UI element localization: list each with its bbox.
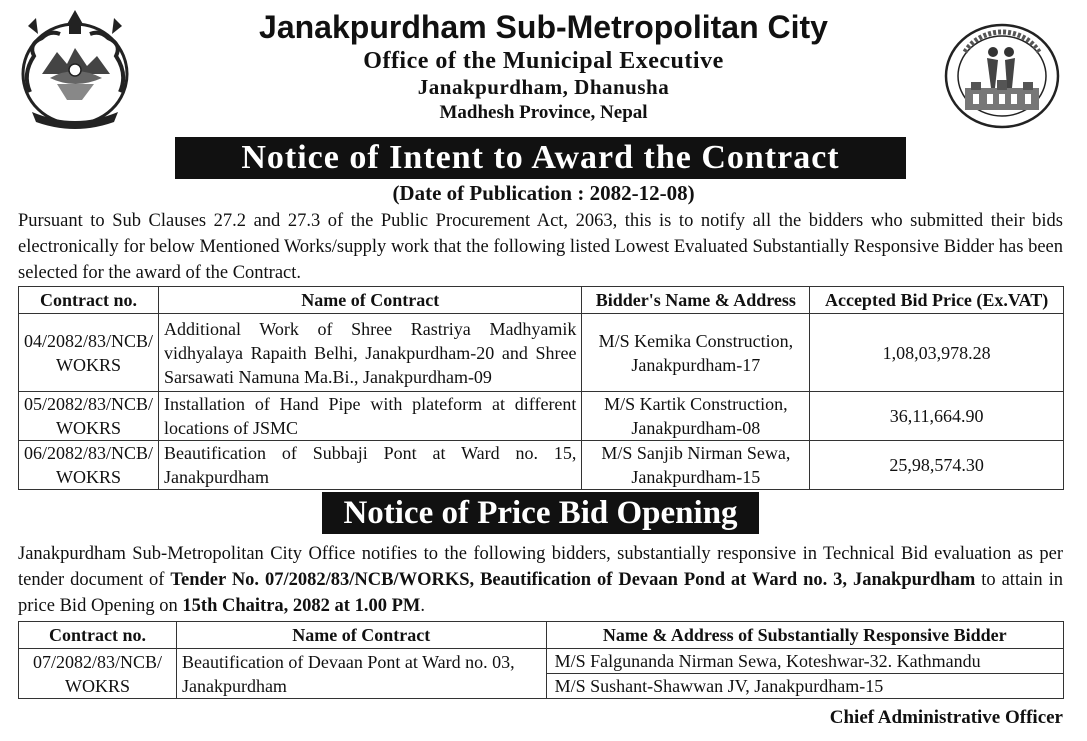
janakpurdham-city-seal-icon: [943, 22, 1061, 130]
bidder-cell: M/S Sanjib Nirman Sewa, Janakpurdham-15: [582, 441, 810, 490]
notice-award-title: Notice of Intent to Award the Contract: [175, 137, 906, 179]
column-header: Contract no.: [19, 287, 159, 314]
contract-name-cell: Beautification of Subbaji Pont at Ward no. 15, Janakpurdham: [159, 441, 582, 490]
bidder-cell: M/S Falgunanda Nirman Sewa, Koteshwar-32. Kathmandu: [546, 649, 1063, 674]
table-row: [19, 314, 1064, 392]
org-name: Janakpurdham Sub-Metropolitan City: [259, 9, 828, 45]
column-header: Contract no.: [19, 622, 177, 649]
contract-name-cell: Beautification of Devaan Pont at Ward no. 03, Janakpurdham: [176, 649, 546, 699]
table-header-row: [19, 287, 1064, 314]
bidder-cell: M/S Kartik Construction, Janakpurdham-08: [582, 392, 810, 441]
signature: Chief Administrative Officer: [829, 707, 1063, 728]
office-location: Janakpurdham, Dhanusha: [417, 75, 670, 99]
office-province: Madhesh Province, Nepal: [439, 102, 648, 123]
bid-price-cell: 1,08,03,978.28: [810, 314, 1064, 392]
column-header: Name & Address of Substantially Responsive Bidder: [546, 622, 1063, 649]
column-header: Bidder's Name & Address: [582, 287, 810, 314]
table-row: [19, 441, 1064, 490]
award-contract-table: [18, 286, 1064, 490]
tender-reference: Tender No. 07/2082/83/NCB/WORKS, Beautification of Devaan Pond at Ward no. 3, Janakpurdham: [170, 570, 976, 590]
contract-no-cell: 06/2082/83/NCB/ WOKRS: [19, 441, 159, 490]
price-bid-table: [18, 621, 1064, 699]
contract-no-cell: 07/2082/83/NCB/ WOKRS: [19, 649, 177, 699]
contract-no-cell: 05/2082/83/NCB/ WOKRS: [19, 392, 159, 441]
table-row: [19, 649, 1064, 674]
column-header: Accepted Bid Price (Ex.VAT): [810, 287, 1064, 314]
price-bid-paragraph: Janakpurdham Sub-Metropolitan City Office notifies to the following bidders, substantially responsive in Technical Bid evaluation as per tender document of Tender No. 07/2082/83/NCB/WORKS, Beautification of Devaan Pond at Ward no. 3, Janakpurdham to attain in price Bid Opening on 15th Chaitra, 2082 at 1.00 PM.: [18, 544, 1063, 616]
table-row: [19, 392, 1064, 441]
opening-datetime: 15th Chaitra, 2082 at 1.00 PM: [182, 596, 421, 616]
column-header: Name of Contract: [176, 622, 546, 649]
column-header: Name of Contract: [159, 287, 582, 314]
bidder-cell: M/S Sushant-Shawwan JV, Janakpurdham-15: [546, 674, 1063, 699]
publication-date: (Date of Publication : 2082-12-08): [392, 181, 695, 205]
bid-price-cell: 25,98,574.30: [810, 441, 1064, 490]
award-notice-paragraph: Pursuant to Sub Clauses 27.2 and 27.3 of the Public Procurement Act, 2063, this is to notify all the bidders who submitted their bids electronically for below Mentioned Works/supply work that the following listed Lowest Evaluated Substantially Responsive Bidder has been selected for the award of the Contract.: [18, 211, 1063, 283]
bid-price-cell: 36,11,664.90: [810, 392, 1064, 441]
notice-price-bid-title: Notice of Price Bid Opening: [322, 492, 759, 534]
contract-name-cell: Installation of Hand Pipe with plateform at different locations of JSMC: [159, 392, 582, 441]
bidder-cell: M/S Kemika Construction, Janakpurdham-17: [582, 314, 810, 392]
contract-name-cell: Additional Work of Shree Rastriya Madhyamik vidhyalaya Rapaith Belhi, Janakpurdham-20 and Shree Sarsawati Namuna Ma.Bi., Janakpurdham-09: [159, 314, 582, 392]
table-header-row: [19, 622, 1064, 649]
contract-no-cell: 04/2082/83/NCB/ WOKRS: [19, 314, 159, 392]
office-name: Office of the Municipal Executive: [363, 48, 724, 74]
